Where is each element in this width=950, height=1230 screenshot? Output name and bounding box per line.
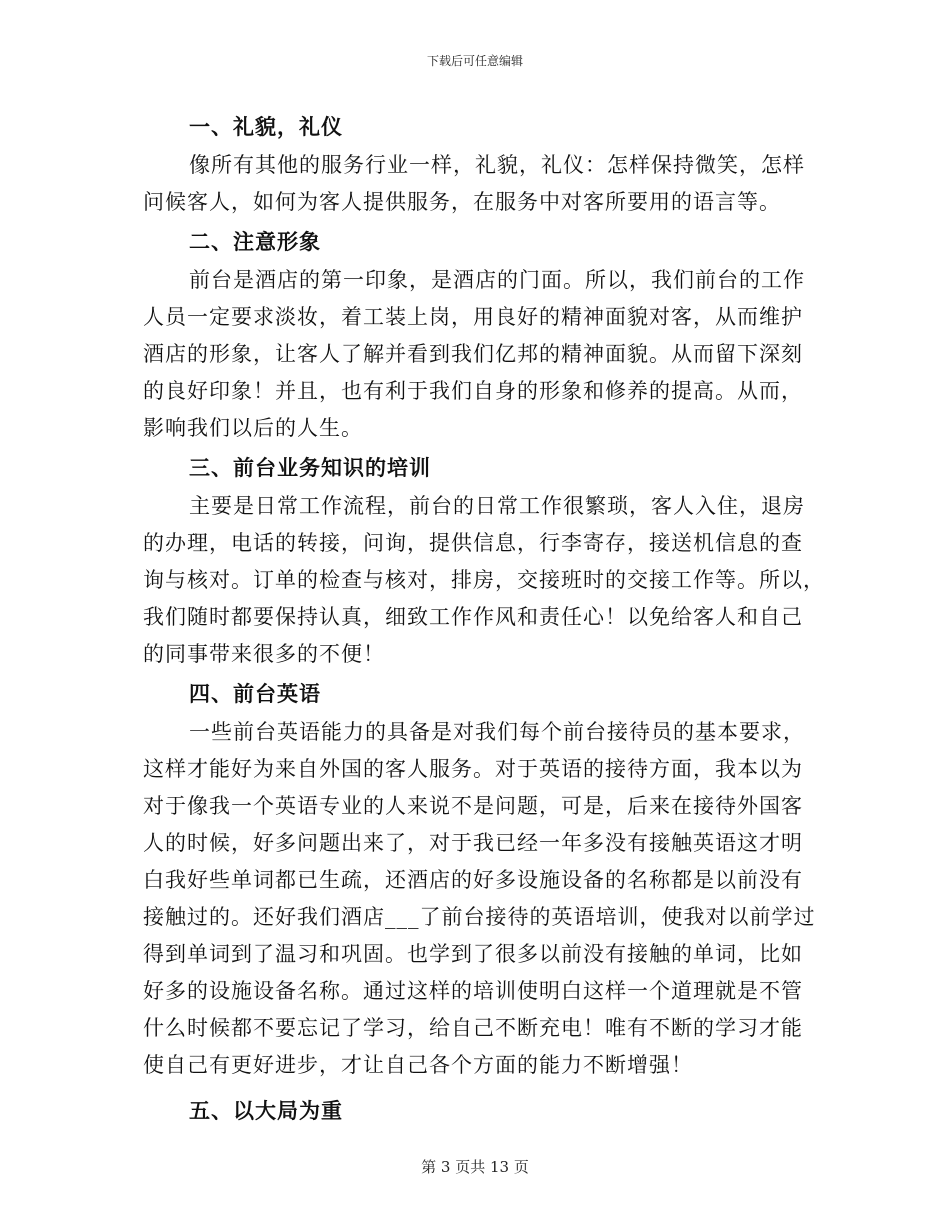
paragraph-line: 的良好印象！并且，也有利于我们自身的形象和修养的提高。从而， bbox=[143, 379, 803, 403]
paragraph-line: 白我好些单词都已生疏，还酒店的好多设施设备的名称都是以前没有 bbox=[143, 868, 803, 892]
section-heading-1: 一、礼貌，礼仪 bbox=[189, 114, 343, 139]
paragraph-line: 接触过的。还好我们酒店___了前台接待的英语培训，使我对以前学过 bbox=[143, 905, 816, 929]
paragraph-line: 什么时候都不要忘记了学习，给自己不断充电！唯有不断的学习才能 bbox=[143, 1016, 803, 1040]
paragraph-line: 这样才能好为来自外国的客人服务。对于英语的接待方面，我本以为 bbox=[143, 757, 803, 781]
paragraph-line: 酒店的形象，让客人了解并看到我们亿邦的精神面貌。从而留下深刻 bbox=[143, 342, 803, 366]
page-number: 第 3 页共 13 页 bbox=[421, 1158, 529, 1176]
paragraph-line: 影响我们以后的人生。 bbox=[143, 416, 363, 440]
section-heading-3: 三、前台业务知识的培训 bbox=[189, 455, 431, 480]
paragraph-line: 问候客人，如何为客人提供服务，在服务中对客所要用的语言等。 bbox=[143, 190, 781, 214]
paragraph-line: 的同事带来很多的不便！ bbox=[143, 642, 385, 666]
section-4-paragraph bbox=[143, 714, 816, 1084]
paragraph-line: 好多的设施设备名称。通过这样的培训使明白这样一个道理就是不管 bbox=[143, 979, 803, 1003]
paragraph-line: 人的时候，好多问题出来了，对于我已经一年多没有接触英语这才明 bbox=[143, 831, 803, 855]
paragraph-line: 人员一定要求淡妆，着工装上岗，用良好的精神面貌对客，从而维护 bbox=[143, 305, 803, 329]
page-header-note: 下载后可任意编辑 bbox=[426, 54, 523, 68]
paragraph-line: 前台是酒店的第一印象，是酒店的门面。所以，我们前台的工作 bbox=[189, 268, 805, 292]
paragraph-line: 对于像我一个英语专业的人来说不是问题，可是，后来在接待外国客 bbox=[143, 794, 803, 818]
paragraph-line: 使自己有更好进步，才让自己各个方面的能力不断增强！ bbox=[143, 1053, 693, 1077]
paragraph-line: 我们随时都要保持认真，细致工作作风和责任心！以免给客人和自己 bbox=[143, 605, 803, 629]
section-3-paragraph bbox=[143, 488, 825, 673]
paragraph-line: 像所有其他的服务行业一样，礼貌，礼仪：怎样保持微笑，怎样 bbox=[189, 153, 805, 177]
paragraph-line: 一些前台英语能力的具备是对我们每个前台接待员的基本要求， bbox=[189, 720, 805, 744]
paragraph-line: 询与核对。订单的检查与核对，排房，交接班时的交接工作等。所以， bbox=[143, 568, 825, 592]
section-heading-5: 五、以大局为重 bbox=[189, 1098, 343, 1123]
section-1-paragraph bbox=[143, 147, 803, 221]
section-heading-2: 二、注意形象 bbox=[189, 229, 321, 254]
section-heading-4: 四、前台英语 bbox=[189, 681, 321, 706]
document-body bbox=[143, 108, 825, 1129]
paragraph-line: 主要是日常工作流程，前台的日常工作很繁琐，客人入住，退房 bbox=[189, 494, 805, 518]
paragraph-line: 的办理，电话的转接，问询，提供信息，行李寄存，接送机信息的查 bbox=[143, 531, 803, 555]
section-2-paragraph bbox=[143, 262, 803, 447]
paragraph-line: 得到单词到了温习和巩固。也学到了很多以前没有接触的单词，比如 bbox=[143, 942, 803, 966]
